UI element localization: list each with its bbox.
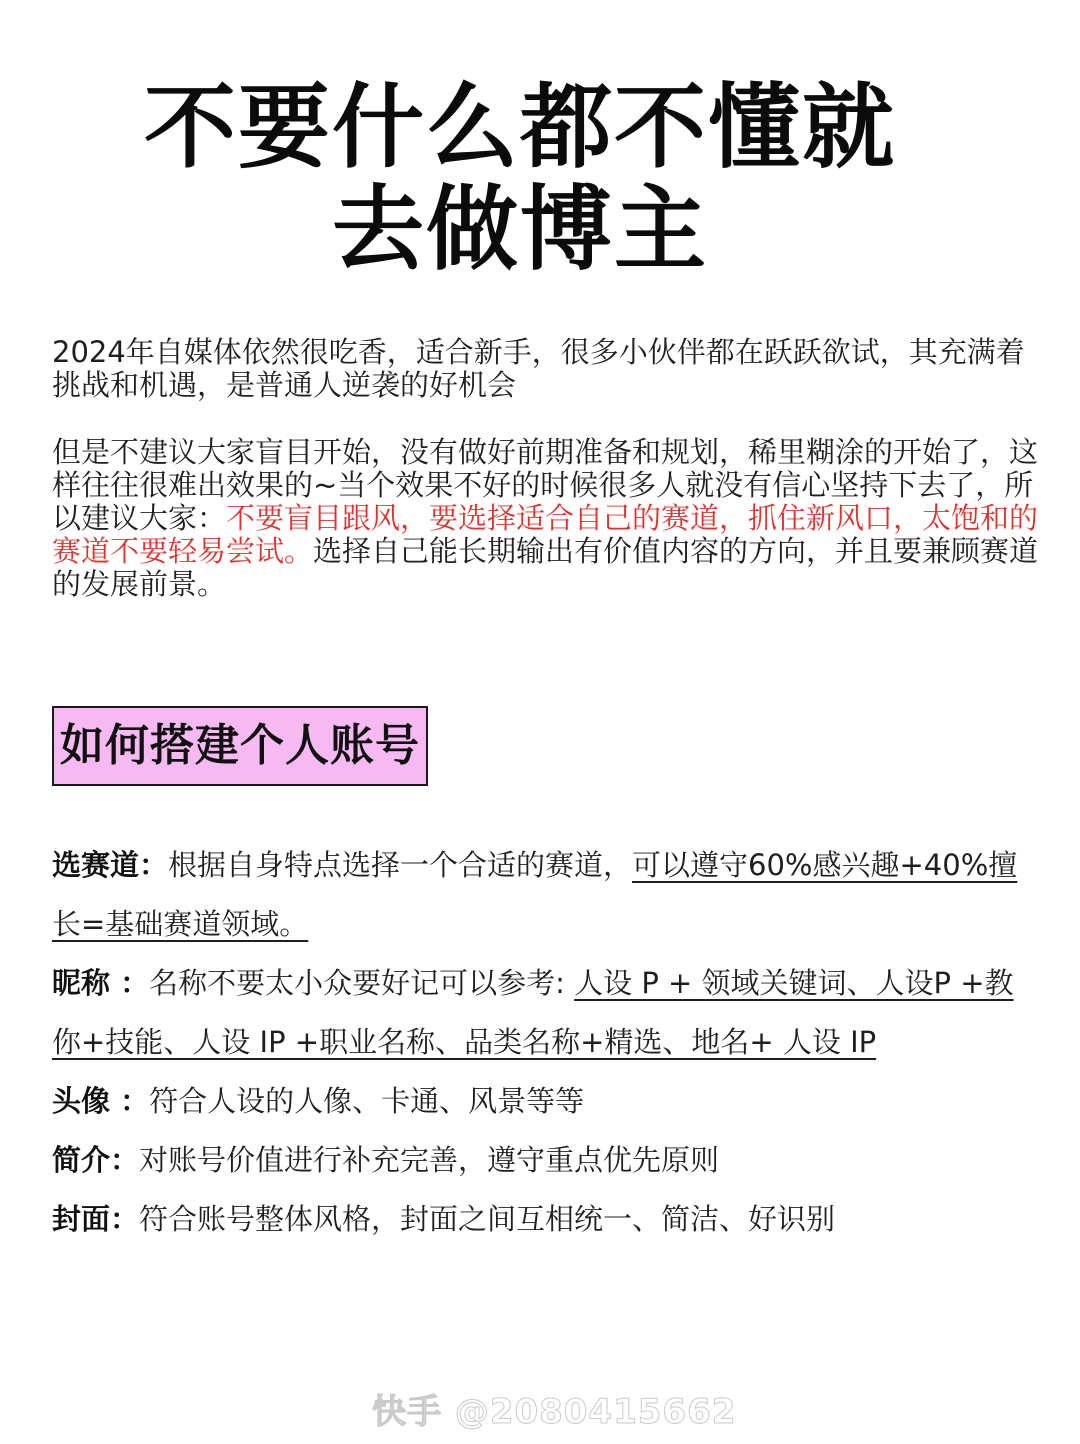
list-item-track [52,836,1032,954]
intro-paragraph-2-text-end: 选择自己能长期输出有价值内容的方向，并且要兼顾赛道的发展前景。 [52,534,1039,601]
list-item-cover [52,1190,1032,1249]
highlighted-advice: 不要盲目跟风，要选择适合自己的赛道，抓住新风口，太饱和的赛道不要轻易尝试。 [52,501,1039,568]
item-label: 昵称 ： [52,966,150,1000]
item-label: 选赛道： [52,848,169,882]
item-text: 符合账号整体风格，封面之间互相统一、简洁、好识别 [139,1202,836,1236]
item-label: 封面： [52,1202,140,1236]
intro-paragraph-1: 2024年自媒体依然很吃香，适合新手，很多小伙伴都在跃跃欲试，其充满着挑战和机遇，是普通人逆袭的好机会 [52,335,1025,402]
item-text: 根据自身特点选择一个合适的赛道， [168,848,633,882]
item-label: 头像 ： [52,1084,150,1118]
item-underlined-text: 人设 P + 领域关键词、人设P +教你+技能、人设 IP +职业名称、品类名称+精选、地名+ 人设 IP [52,966,1014,1059]
intro-paragraph-2-text: 但是不建议大家盲目开始，没有做好前期准备和规划，稀里糊涂的开始了，这样往往很难出效果的~当个效果不好的时候很多人就没有信心坚持下去了，所以建议大家： [52,435,1039,535]
item-text: 名称不要太小众要好记可以参考: [149,966,575,1000]
item-label: 简介： [52,1143,140,1177]
item-text: 符合人设的人像、卡通、风景等等 [149,1084,585,1118]
item-text: 对账号价值进行补充完善，遵守重点优先原则 [139,1143,720,1177]
page-title-line-1: 不要什么都不懂就 [143,74,896,181]
account-setup-list [52,836,1032,1249]
page-title-line-2: 去做博主 [331,176,708,283]
watermark: 快手 @2080415662 [372,1392,737,1432]
list-item-nickname [52,954,1032,1072]
list-item-intro [52,1131,1032,1190]
section-heading: 如何搭建个人账号 [52,706,428,786]
intro-paragraph-2 [52,436,1042,601]
item-underlined-text: 可以遵守60%感兴趣+40%擅长=基础赛道领域。 [52,848,1018,941]
list-item-avatar [52,1072,1032,1131]
